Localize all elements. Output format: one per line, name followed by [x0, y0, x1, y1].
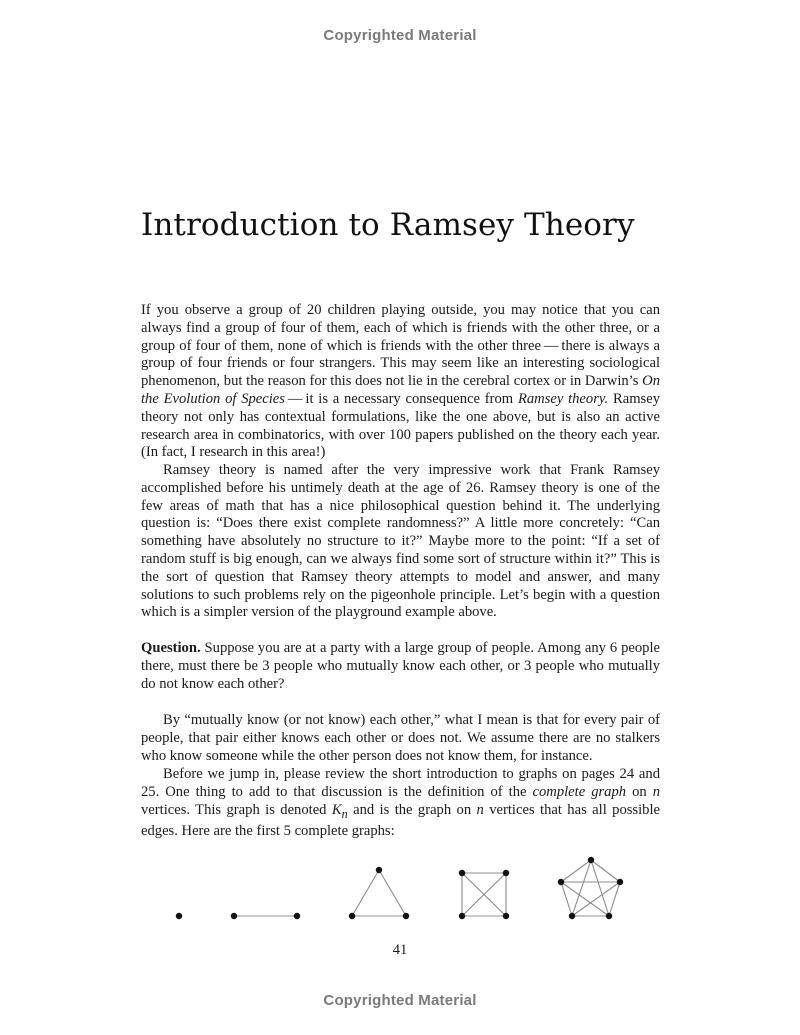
graph-edge: [572, 882, 620, 916]
graph-vertex: [617, 879, 623, 885]
math-n: n: [652, 783, 660, 800]
text: If you observe a group of 20 children playing outside, you may notice that you can always find a group of four of them, each of which is friends with the other three, or a group of four of them, none of which is friends with the other three — there is always a group of four friends or four strangers. This may seem like an interesting sociological phenomenon, but the reason for this does not lie in the cerebral cortex or in Darwin’s: [141, 302, 660, 390]
graph-vertex: [294, 913, 300, 919]
graph-k4: [459, 870, 509, 919]
graph-edge: [352, 870, 379, 916]
graph-vertex: [459, 870, 465, 876]
question-block: [141, 640, 660, 693]
question-label: Question.: [141, 640, 201, 656]
text: — it is a necessary consequence from: [284, 390, 518, 407]
term-ramsey-theory: Ramsey theory.: [517, 390, 609, 407]
page-number: 41: [392, 942, 408, 958]
paragraph-complete-graph: [141, 766, 660, 841]
graph-vertex: [503, 870, 509, 876]
math-n: n: [476, 801, 484, 818]
graph-edge: [561, 882, 609, 916]
graph-edge: [591, 860, 620, 882]
text: Ramsey theory not only has contextual formulations, like the one above, but is also an active research area in combinatorics, with over 100 papers published on the theory each year. (In fact, I research in this area!): [141, 390, 660, 461]
graph-k2: [231, 913, 300, 919]
question-text: Suppose you are at a party with a large group of people. Among any 6 people there, must there be 3 people who mutually know each other, or 3 people who mutually do not know each other?: [141, 640, 660, 692]
graph-vertex: [459, 913, 465, 919]
graph-k3: [349, 867, 409, 919]
graph-vertex: [403, 913, 409, 919]
copyright-watermark-top: Copyrighted Material: [323, 27, 477, 44]
graph-edge: [609, 882, 620, 916]
math-subscript-n: n: [341, 806, 348, 821]
graph-edge: [561, 882, 572, 916]
graph-vertex: [569, 913, 575, 919]
graph-vertex: [503, 913, 509, 919]
graph-edge: [591, 860, 609, 916]
text: Before we jump in, please review the short introduction to graphs on pages 24 and 25. One thing to add to that discussion is the definition of the: [141, 766, 660, 800]
paragraph-history: [141, 462, 660, 622]
graph-vertex: [376, 867, 382, 873]
graph-edge: [379, 870, 406, 916]
math-K: K: [331, 801, 342, 818]
graph-vertex: [606, 913, 612, 919]
complete-graphs-figure: [0, 845, 800, 935]
graph-vertex: [558, 879, 564, 885]
graph-edge: [561, 860, 591, 882]
graph-k5: [558, 857, 623, 919]
chapter-title: Introduction to Ramsey Theory: [141, 207, 635, 243]
term-complete-graph: complete graph: [532, 783, 627, 800]
graph-vertex: [588, 857, 594, 863]
copyright-watermark-bottom: Copyrighted Material: [323, 992, 477, 1009]
graph-k1: [176, 913, 182, 919]
graph-vertex: [176, 913, 182, 919]
paragraph-text: By “mutually know (or not know) each other,” what I mean is that for every pair of people, that pair either knows each other or does not. We assume there are no stalkers who know someone while the other person does not know them, for instance.: [141, 712, 660, 764]
graph-vertex: [231, 913, 237, 919]
paragraph-clarification: [141, 712, 660, 765]
graph-vertex: [349, 913, 355, 919]
text: on: [626, 783, 653, 800]
paragraph-intro: [141, 302, 660, 462]
graph-edge: [572, 860, 591, 916]
text: vertices that has all possible edges. Here are the first 5 complete graphs:: [141, 801, 660, 840]
text: and is the graph on: [347, 801, 477, 818]
book-title: On the Evolution of Species: [141, 373, 660, 407]
text: vertices. This graph is denoted: [141, 801, 332, 818]
paragraph-text: Ramsey theory is named after the very impressive work that Frank Ramsey accomplished before his untimely death at the age of 26. Ramsey theory is one of the few areas of math that has a nice philosophical question behind it. The underlying question is: “Does there exist complete randomness?” A little more concretely: “Can something have absolutely no structure to it?” Maybe more to the point: “If a set of random stuff is big enough, can we always find some sort of structure within it?” This is the sort of question that Ramsey theory attempts to model and answer, and many solutions to such problems rely on the pigeonhole principle. Let’s begin with a question which is a simpler version of the playground example above.: [141, 462, 660, 621]
